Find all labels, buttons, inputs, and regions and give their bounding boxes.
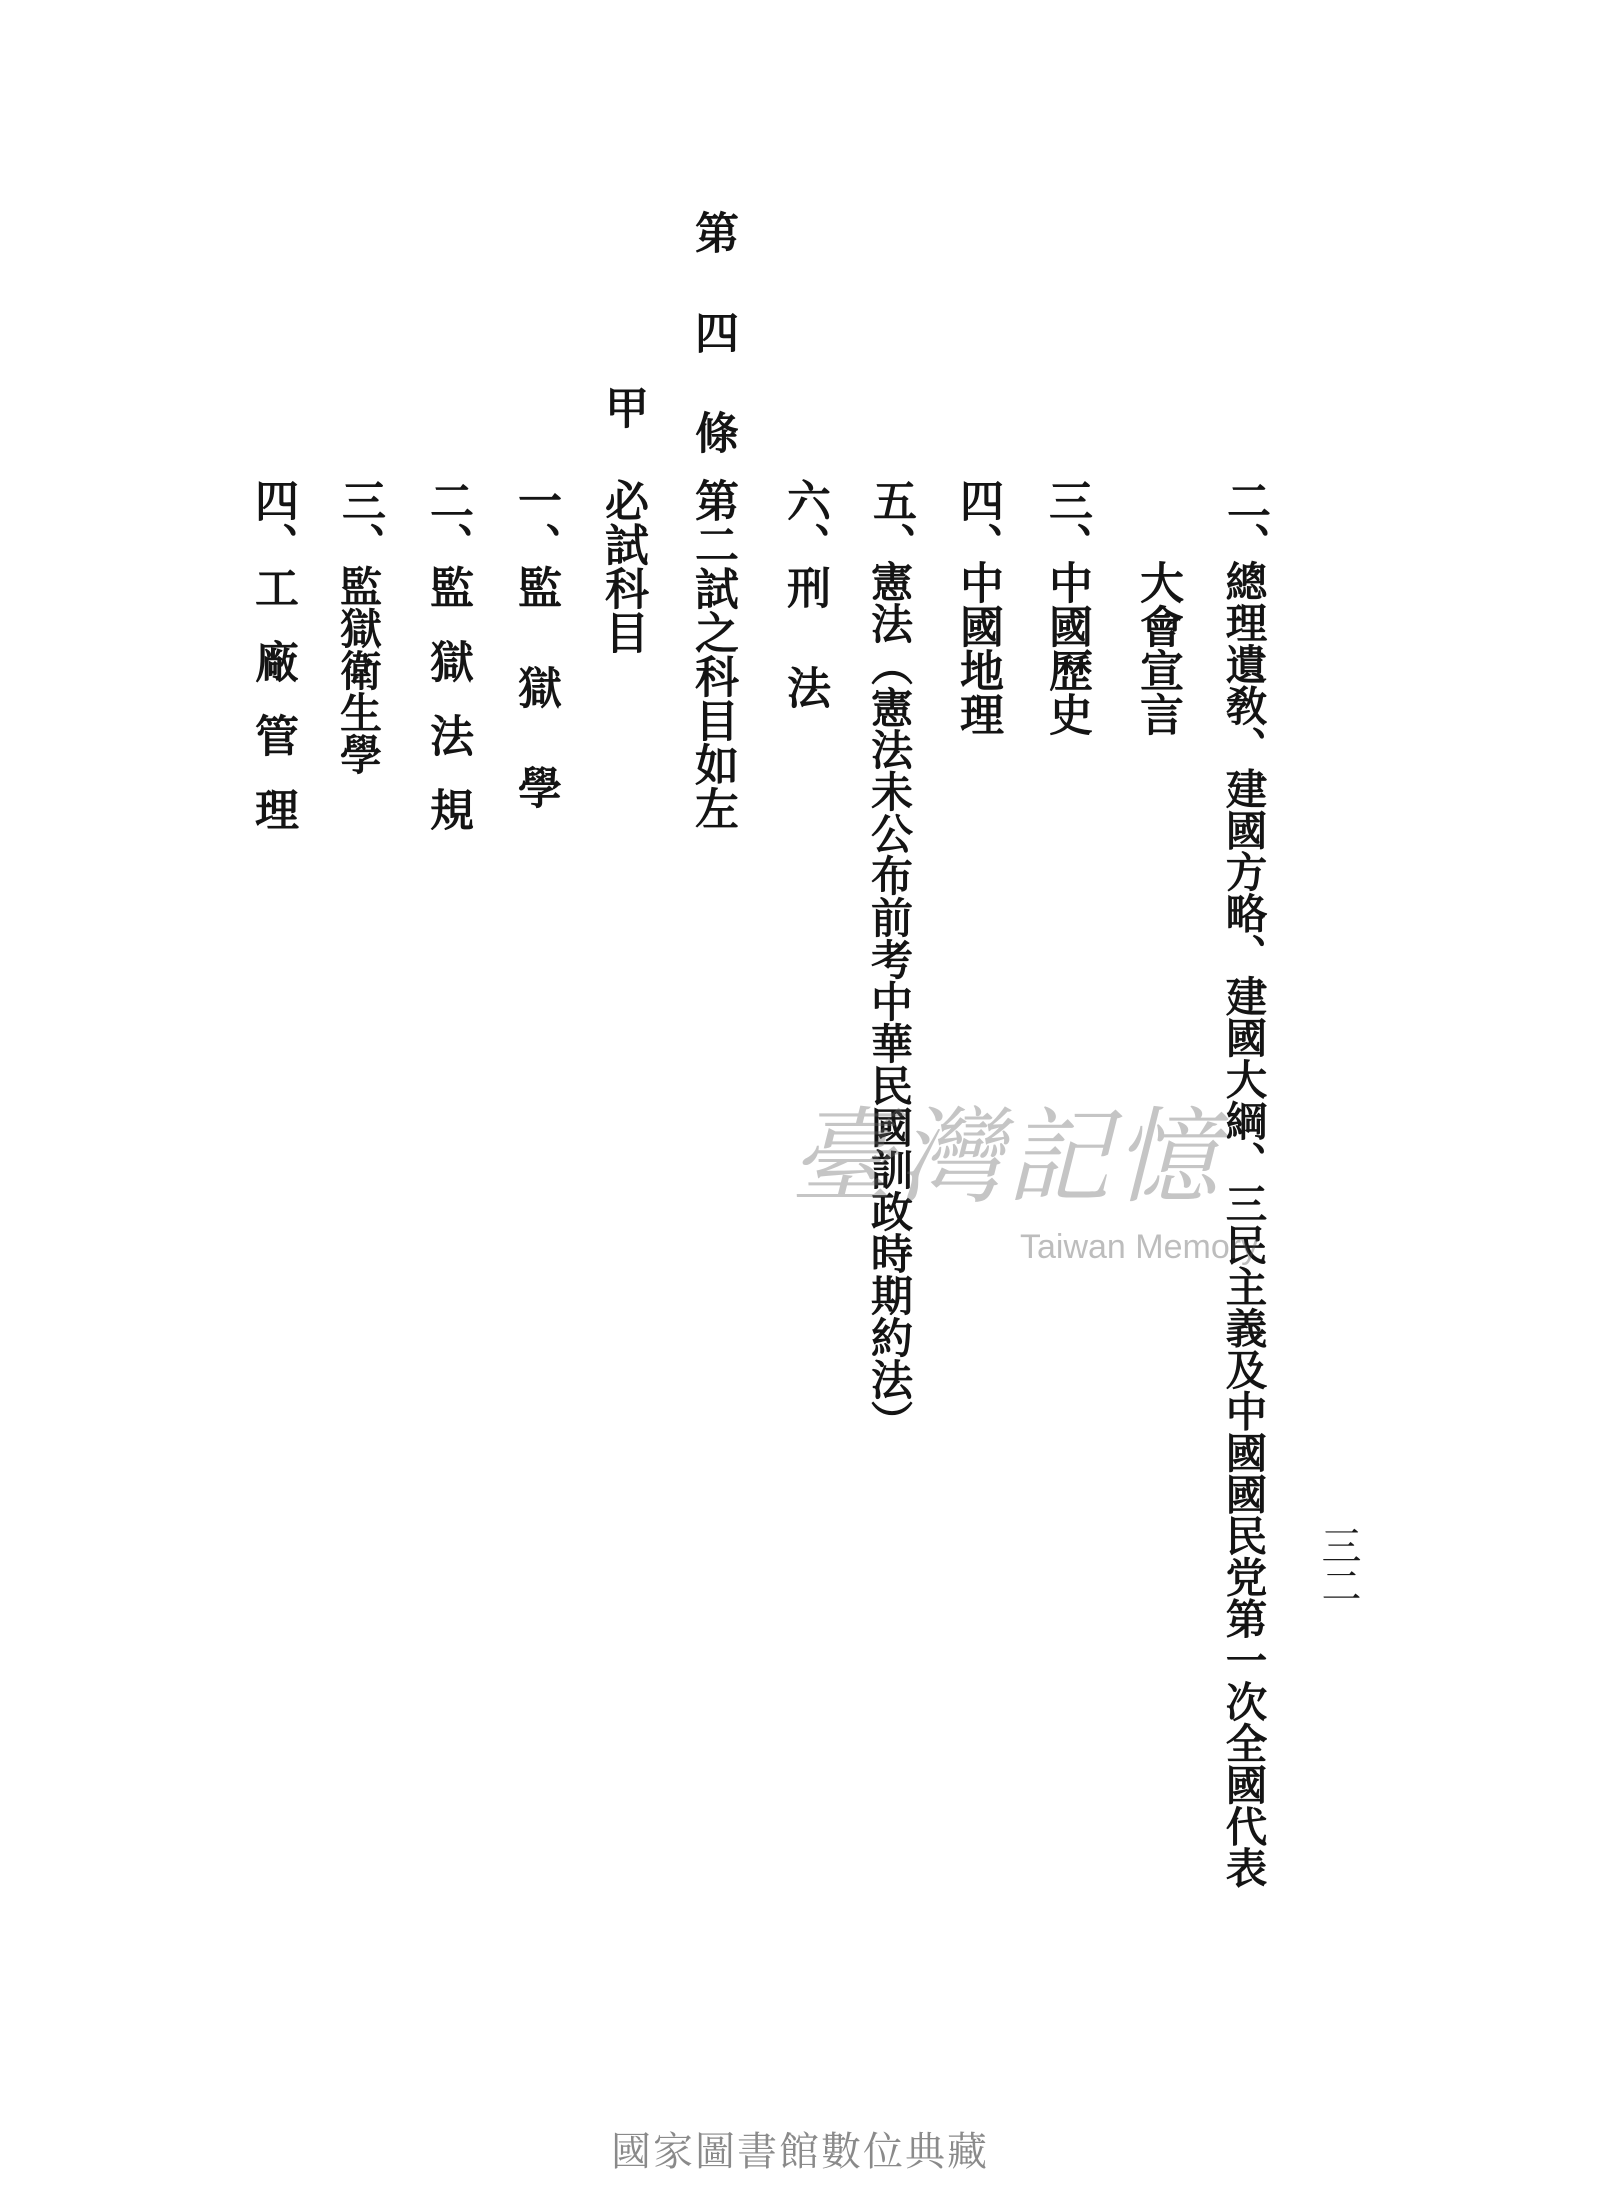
item-2-text: 總理遺敎、建國方略、建國大綱、三民主義及中國國民党第一次全國代表 bbox=[1218, 560, 1268, 1888]
item-2-marker: 二、 bbox=[1219, 478, 1270, 566]
item-4-text: 中國地理 bbox=[952, 560, 1003, 736]
watermark-subtitle: Taiwan Memory bbox=[1020, 1228, 1259, 1266]
article-heading: 第四條 bbox=[687, 210, 738, 510]
item-6-marker: 六、 bbox=[779, 478, 830, 566]
subject-3-text: 監獄衛生學 bbox=[334, 565, 383, 775]
item-5-marker: 五、 bbox=[865, 478, 916, 566]
subject-4-text: 工廠管理 bbox=[247, 565, 298, 861]
item-3-text: 中國歷史 bbox=[1041, 560, 1092, 736]
section-marker: 甲 bbox=[597, 385, 648, 429]
item-4-marker: 四、 bbox=[952, 478, 1003, 566]
watermark-title: 臺灣記憶 bbox=[790, 1096, 1223, 1218]
section-title: 必試科目 bbox=[597, 478, 648, 654]
subject-4-marker: 四、 bbox=[247, 478, 298, 566]
subject-1-marker: 一、 bbox=[510, 478, 561, 566]
item-2-continuation: 大會宣言 bbox=[1132, 560, 1183, 736]
subject-1-text: 監獄學 bbox=[510, 565, 561, 865]
taiwan-memory-watermark bbox=[790, 1096, 1310, 1270]
item-3-marker: 三、 bbox=[1041, 478, 1092, 566]
item-6-text: 刑法 bbox=[779, 565, 830, 765]
library-collection-mark: 國家圖書館數位典藏 bbox=[611, 2129, 989, 2175]
item-5-text: 憲法（憲法未公布前考中華民國訓政時期約法） bbox=[865, 560, 914, 1442]
subject-2-marker: 二、 bbox=[422, 478, 473, 566]
page-number: 三二 bbox=[1315, 1525, 1361, 1605]
subject-3-marker: 三、 bbox=[334, 478, 385, 566]
article-text: 第二試之科目如左 bbox=[687, 478, 738, 830]
subject-2-text: 監獄法規 bbox=[422, 565, 473, 861]
